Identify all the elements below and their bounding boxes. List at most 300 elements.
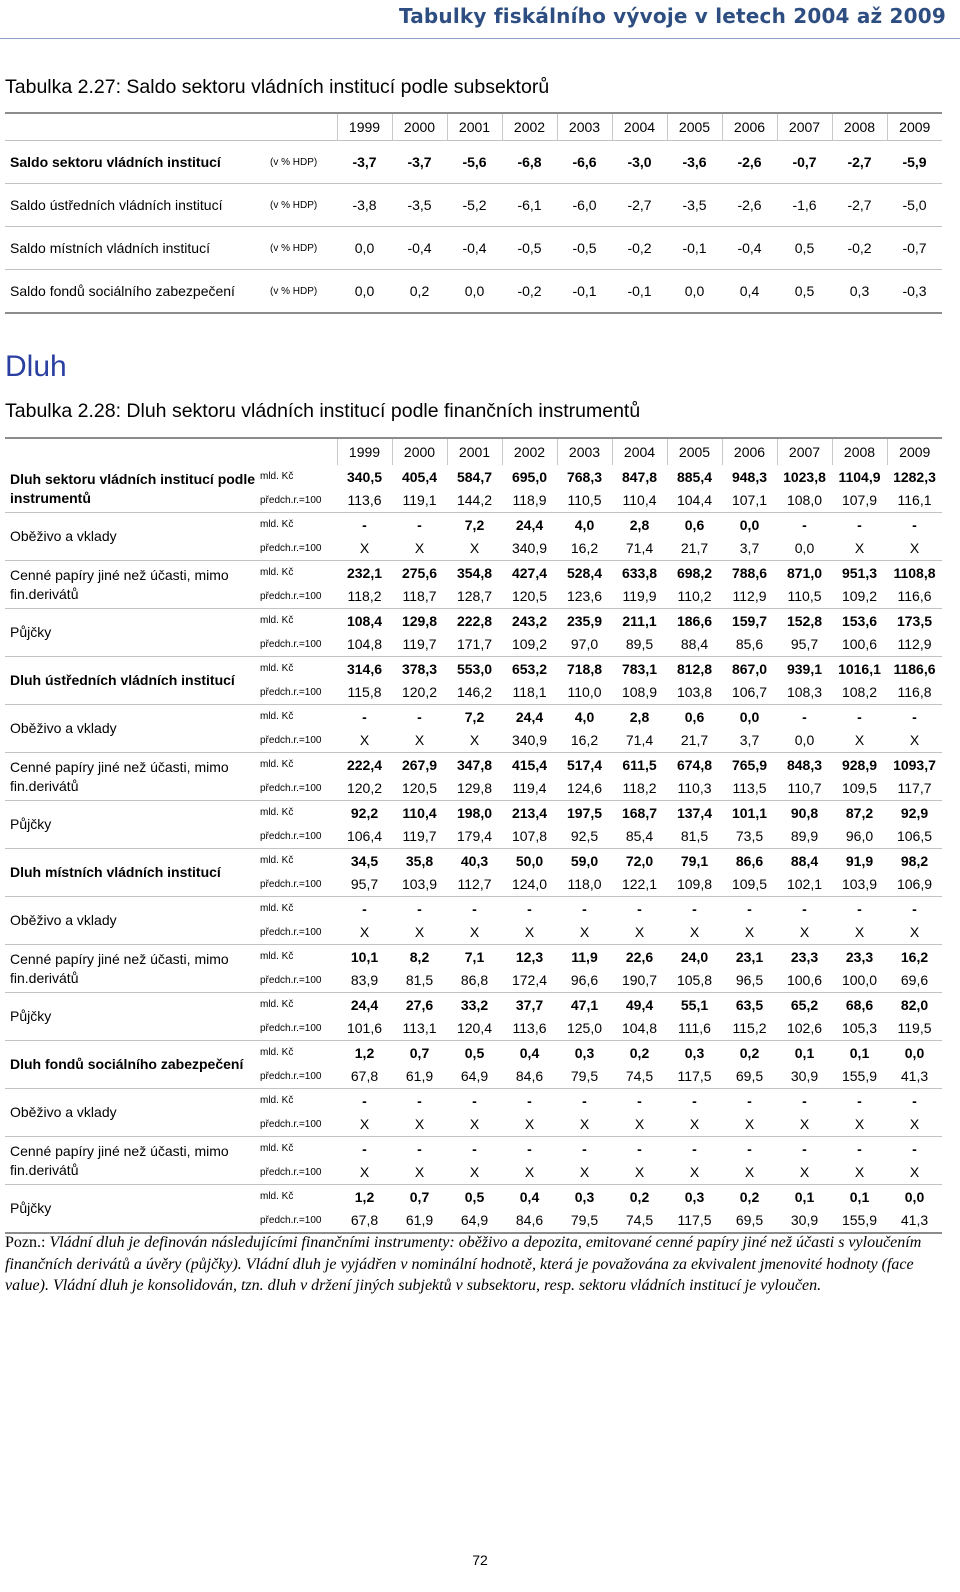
data-cell: 110,7 [787,780,822,797]
data-cell: 106,7 [731,684,768,701]
data-cell: 119,1 [402,492,437,509]
data-cell: 86,8 [460,972,489,989]
year-header: 2005 [667,438,722,465]
table-row [5,513,942,537]
data-cell: 8,2 [392,945,447,969]
data-cell: 0,0 [447,270,502,314]
data-cell: - [392,705,447,729]
data-cell: 0,1 [777,1185,832,1209]
data-cell: 232,1 [337,561,392,585]
data-cell: X [469,732,480,749]
data-cell: 100,6 [841,636,878,653]
data-cell: 101,6 [346,1020,383,1037]
unit-label-index: předch.r.=100 [260,1166,322,1178]
data-cell: X [634,1116,645,1133]
data-cell: 3,7 [739,540,760,557]
data-cell: 79,5 [570,1068,599,1085]
data-cell: -5,2 [447,184,502,227]
data-cell: 64,9 [460,1068,489,1085]
data-cell: 49,4 [612,993,667,1017]
data-cell: 137,4 [667,801,722,825]
data-cell: 30,9 [790,1068,819,1085]
unit-label-mld: mld. Kč [260,1089,337,1113]
year-header: 2004 [612,438,667,465]
data-cell: 50,0 [502,849,557,873]
data-cell: - [392,897,447,921]
data-cell: 63,5 [722,993,777,1017]
data-cell: -3,5 [392,184,447,227]
data-cell: 4,0 [557,513,612,537]
header-spacer [270,113,337,141]
data-cell: 110,0 [567,684,602,701]
data-cell: 153,6 [832,609,887,633]
data-cell: X [469,1164,480,1181]
data-cell: 118,2 [347,588,382,605]
data-cell: -2,7 [832,141,887,184]
data-cell: 314,6 [337,657,392,681]
data-cell: 354,8 [447,561,502,585]
data-cell: 120,5 [401,780,438,797]
data-cell: 21,7 [680,540,709,557]
data-cell: 105,8 [676,972,713,989]
data-cell: -0,3 [887,270,942,314]
data-cell: 129,8 [392,609,447,633]
data-cell: 783,1 [612,657,667,681]
table-row [5,270,942,314]
data-cell: - [832,705,887,729]
data-cell: 119,9 [622,588,657,605]
data-cell: 340,9 [511,540,548,557]
data-cell: 104,4 [676,492,713,509]
data-cell: 124,6 [566,780,603,797]
data-cell: -2,7 [832,184,887,227]
data-cell: 235,9 [557,609,612,633]
data-cell: -6,8 [502,141,557,184]
data-cell: 96,5 [735,972,764,989]
data-cell: 0,2 [392,270,447,314]
data-cell: 41,3 [900,1068,929,1085]
row-label: Saldo sektoru vládních institucí [5,141,270,184]
data-cell: 584,7 [456,468,493,485]
data-cell: - [887,1089,942,1113]
data-cell: 109,8 [676,876,713,893]
data-cell: 119,7 [402,828,437,845]
unit-label-index: předch.r.=100 [260,542,322,554]
year-header: 2007 [777,438,832,465]
data-cell: -0,4 [447,227,502,270]
data-cell: -0,2 [832,227,887,270]
document-header-title: Tabulky fiskálního vývoje v letech 2004 až 2009 [398,4,946,28]
unit-label-index: předch.r.=100 [260,638,322,650]
data-cell: -0,2 [612,227,667,270]
year-header: 2000 [392,438,447,465]
data-cell: X [359,1116,370,1133]
data-cell: 79,1 [667,849,722,873]
data-cell: 405,4 [401,468,438,485]
data-cell: 118,1 [512,684,547,701]
data-cell: 96,0 [845,828,874,845]
data-cell: -2,6 [722,184,777,227]
unit-label-mld: mld. Kč [260,471,294,483]
row-label: Cenné papíry jiné než účasti, mimo fin.derivátů [5,1137,260,1185]
data-cell: 92,9 [887,801,942,825]
data-cell: 939,1 [777,657,832,681]
data-cell: - [612,1137,667,1161]
data-cell: -3,6 [667,141,722,184]
data-cell: 155,9 [841,1068,878,1085]
unit-label-mld: mld. Kč [260,657,337,681]
data-cell: 7,2 [447,705,502,729]
unit-label-index: předch.r.=100 [260,782,322,794]
data-cell: 190,7 [621,972,658,989]
data-cell: 119,5 [897,1020,932,1037]
unit-label-index: předch.r.=100 [260,1070,322,1082]
data-cell: - [832,897,887,921]
data-cell: - [777,1137,832,1161]
year-header: 2003 [557,438,612,465]
data-cell: 0,0 [794,732,815,749]
year-header: 2007 [777,113,832,141]
page-number: 72 [472,1552,488,1568]
data-cell: 108,0 [786,492,823,509]
data-cell: - [447,1089,502,1113]
data-cell: 117,5 [677,1068,712,1085]
data-cell: 198,0 [447,801,502,825]
data-cell: 110,4 [622,492,657,509]
data-cell: 97,0 [570,636,599,653]
data-cell: 0,4 [502,1185,557,1209]
data-cell: - [667,1137,722,1161]
row-label: Dluh ústředních vládních institucí [5,657,260,705]
data-cell: X [909,732,920,749]
data-cell: - [887,705,942,729]
row-label: Cenné papíry jiné než účasti, mimo fin.derivátů [5,945,260,993]
data-cell: 71,4 [625,540,654,557]
data-cell: -0,1 [612,270,667,314]
data-cell: - [722,897,777,921]
data-cell: 110,4 [392,801,447,825]
data-cell: - [337,1089,392,1113]
unit-label: (v % HDP) [270,270,337,314]
data-cell: X [909,924,920,941]
data-cell: X [359,540,370,557]
data-cell: 103,9 [841,876,878,893]
data-cell: 106,5 [896,828,933,845]
year-header: 2004 [612,113,667,141]
unit-label-mld: mld. Kč [260,1185,337,1209]
data-cell: -0,7 [887,227,942,270]
data-cell: 172,4 [511,972,548,989]
data-cell: 113,6 [512,1020,547,1037]
data-cell: 27,6 [392,993,447,1017]
data-cell: 0,0 [667,270,722,314]
data-cell: -0,1 [557,270,612,314]
data-cell: 7,2 [447,513,502,537]
data-cell: -0,5 [557,227,612,270]
data-cell: 74,5 [625,1068,654,1085]
data-cell: 0,2 [722,1041,777,1065]
data-cell: -3,0 [612,141,667,184]
data-cell: 12,3 [502,945,557,969]
data-cell: 83,9 [350,972,379,989]
data-cell: -3,7 [337,141,392,184]
data-cell: X [854,924,865,941]
unit-label-index: předch.r.=100 [260,734,322,746]
data-cell: 812,8 [667,657,722,681]
data-cell: 91,9 [832,849,887,873]
row-label: Půjčky [5,1185,260,1234]
data-cell: 24,4 [337,993,392,1017]
data-cell: 0,6 [667,513,722,537]
year-header: 1999 [337,113,392,141]
data-cell: - [557,1089,612,1113]
data-cell: 102,6 [786,1020,823,1037]
note-text: Vládní dluh je definován následujícími finančními instrumenty: oběživo a depozita, emitované cenné papíry jiné než účasti s vyloučením finančních derivátů a úvěry (půjčky). Vládní dluh je vyjádřen v nominální hodnotě, která je považována za ekvivalent jmenovité hodnoty (face value). Vládní dluh je konsolidován, tzn. dluh v držení jiných subjektů v subsektoru, resp. sektoru vládních institucí je vyloučen. [5,1234,922,1294]
data-cell: - [777,705,832,729]
data-cell: X [579,924,590,941]
row-label: Saldo místních vládních institucí [5,227,270,270]
unit-label-index: předch.r.=100 [260,1209,337,1234]
data-cell: - [722,1137,777,1161]
data-cell: 110,2 [677,588,712,605]
data-cell: 213,4 [502,801,557,825]
data-cell: - [557,897,612,921]
data-cell: 108,3 [786,684,823,701]
data-cell: 105,3 [841,1020,878,1037]
data-cell: X [744,1164,755,1181]
data-cell: 7,1 [447,945,502,969]
data-cell: 24,0 [667,945,722,969]
table-2-27 [5,112,942,314]
data-cell: 117,5 [667,1209,722,1234]
data-cell: 275,6 [392,561,447,585]
data-cell: 0,5 [777,270,832,314]
data-cell: 0,3 [832,270,887,314]
data-cell: -0,4 [722,227,777,270]
data-cell: X [524,1164,535,1181]
data-cell: 159,7 [722,609,777,633]
data-cell: 24,4 [502,705,557,729]
row-label: Oběživo a vklady [5,1089,260,1137]
data-cell: X [909,1164,920,1181]
unit-label-index: předch.r.=100 [260,1118,322,1130]
data-cell: X [469,540,480,557]
data-cell: 82,0 [887,993,942,1017]
data-cell: 120,5 [511,588,548,605]
data-cell: 123,6 [566,588,603,605]
data-cell: 103,9 [401,876,438,893]
data-cell: 104,8 [621,1020,658,1037]
unit-label-mld: mld. Kč [260,705,337,729]
table-2-28-caption: Tabulka 2.28: Dluh sektoru vládních institucí podle finančních instrumentů [5,400,641,422]
data-cell: - [502,897,557,921]
data-cell: 109,5 [731,876,768,893]
data-cell: 34,5 [337,849,392,873]
table-row [5,993,942,1017]
data-cell: 0,4 [722,270,777,314]
data-cell: 847,8 [621,468,658,485]
data-cell: 108,4 [337,609,392,633]
data-cell: - [887,897,942,921]
data-cell: 122,1 [621,876,658,893]
header-spacer [5,113,270,141]
data-cell: 107,1 [731,492,768,509]
data-cell: - [612,897,667,921]
data-cell: 113,1 [402,1020,437,1037]
data-cell: 695,0 [511,468,548,485]
data-cell: - [337,705,392,729]
data-cell: 698,2 [667,561,722,585]
year-header: 2008 [832,438,887,465]
data-cell: 0,0 [337,227,392,270]
data-cell: 108,9 [621,684,658,701]
data-cell: 129,8 [456,780,493,797]
table-row [5,1137,942,1161]
data-cell: 47,1 [557,993,612,1017]
data-cell: 0,3 [557,1185,612,1209]
data-cell: 0,0 [887,1041,942,1065]
unit-label-mld: mld. Kč [260,513,337,537]
data-cell: 69,5 [722,1209,777,1234]
year-header: 2003 [557,113,612,141]
data-cell: 67,8 [350,1068,379,1085]
data-cell: 84,6 [502,1209,557,1234]
data-cell: X [579,1164,590,1181]
year-header: 2009 [887,113,942,141]
data-cell: 186,6 [667,609,722,633]
data-cell: -6,0 [557,184,612,227]
data-cell: 243,2 [502,609,557,633]
data-cell: 128,7 [456,588,493,605]
data-cell: - [832,1137,887,1161]
table-row [5,945,942,969]
year-header: 2000 [392,113,447,141]
data-cell: X [359,924,370,941]
year-header: 1999 [337,438,392,465]
data-cell: 21,7 [680,732,709,749]
data-cell: 73,5 [735,828,764,845]
data-cell: -6,6 [557,141,612,184]
data-cell: 106,9 [896,876,933,893]
data-cell: 0,0 [722,513,777,537]
data-cell: 0,5 [447,1041,502,1065]
data-cell: -0,7 [777,141,832,184]
data-cell: 68,6 [832,993,887,1017]
table-row [5,141,942,184]
year-header: 2009 [887,438,942,465]
data-cell: 0,3 [667,1041,722,1065]
table-row [5,849,942,873]
data-cell: X [854,540,865,557]
unit-label-mld: mld. Kč [260,849,337,873]
unit-label-mld: mld. Kč [260,561,337,585]
data-cell: 81,5 [680,828,709,845]
data-cell: - [337,513,392,537]
data-cell: 96,6 [570,972,599,989]
data-cell: -2,6 [722,141,777,184]
data-cell: 112,7 [457,876,492,893]
data-cell: X [524,924,535,941]
year-header-row [5,438,942,465]
data-cell: X [469,1116,480,1133]
data-cell: 37,7 [502,993,557,1017]
data-cell: 765,9 [722,753,777,777]
data-cell: -3,5 [667,184,722,227]
data-cell: 117,7 [897,780,932,797]
data-cell: 61,9 [392,1209,447,1234]
data-cell: 928,9 [832,753,887,777]
data-cell: 1016,1 [832,657,887,681]
data-cell: 0,1 [777,1041,832,1065]
row-label: Oběživo a vklady [5,897,260,945]
data-cell: 112,9 [897,636,932,653]
row-label: Dluh místních vládních institucí [5,849,260,897]
unit-label-mld: mld. Kč [260,609,337,633]
data-cell: 116,1 [897,492,932,509]
data-cell: - [777,897,832,921]
data-cell: 109,2 [841,588,878,605]
data-cell: 98,2 [887,849,942,873]
unit-label: (v % HDP) [270,184,337,227]
data-cell: X [524,1116,535,1133]
data-cell: 427,4 [502,561,557,585]
data-cell: 109,5 [841,780,878,797]
data-cell: 74,5 [612,1209,667,1234]
data-cell: 87,2 [832,801,887,825]
data-cell: 633,8 [612,561,667,585]
data-cell: - [447,1137,502,1161]
data-cell: 0,0 [794,540,815,557]
data-cell: 168,7 [612,801,667,825]
unit-label: (v % HDP) [270,227,337,270]
data-cell: 116,8 [897,684,932,701]
data-cell: 1282,3 [893,468,936,485]
data-cell: 867,0 [722,657,777,681]
data-cell: X [414,1164,425,1181]
data-cell: 41,3 [887,1209,942,1234]
data-cell: -2,7 [612,184,667,227]
data-cell: 61,9 [405,1068,434,1085]
data-cell: 144,2 [456,492,493,509]
data-cell: 113,6 [347,492,382,509]
data-cell: 611,5 [612,753,667,777]
data-cell: X [469,924,480,941]
data-cell: 95,7 [790,636,819,653]
data-cell: 197,5 [557,801,612,825]
data-cell: 2,8 [612,705,667,729]
unit-label-index: předch.r.=100 [260,830,322,842]
data-cell: - [777,1089,832,1113]
data-cell: 155,9 [832,1209,887,1234]
data-cell: 86,6 [722,849,777,873]
unit-label-index: předch.r.=100 [260,590,322,602]
row-label: Půjčky [5,801,260,849]
data-cell: -5,6 [447,141,502,184]
row-label: Cenné papíry jiné než účasti, mimo fin.derivátů [5,753,260,801]
data-cell: 653,2 [502,657,557,681]
data-cell: 23,1 [722,945,777,969]
data-cell: 92,5 [570,828,599,845]
data-cell: 0,7 [392,1185,447,1209]
data-cell: -0,5 [502,227,557,270]
data-cell: - [392,513,447,537]
data-cell: 1,2 [337,1041,392,1065]
data-cell: X [414,924,425,941]
data-cell: - [447,897,502,921]
data-cell: 1,2 [337,1185,392,1209]
data-cell: 1023,8 [783,468,826,485]
data-cell: -5,9 [887,141,942,184]
